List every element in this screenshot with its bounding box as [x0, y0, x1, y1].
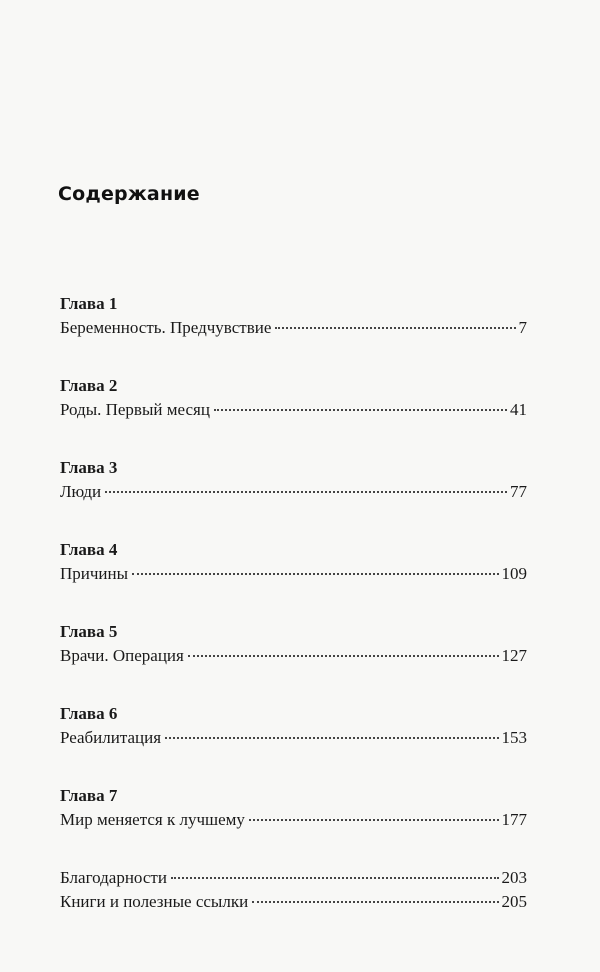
- page-number: 41: [510, 400, 527, 419]
- chapter-entry: [60, 374, 527, 422]
- chapter-title: Причины: [60, 564, 129, 583]
- chapter-label: Глава 7: [60, 786, 118, 805]
- toc-row[interactable]: [60, 890, 527, 914]
- chapter-label: Глава 4: [60, 540, 118, 559]
- dot-leader: [132, 573, 498, 575]
- page-number: 177: [501, 810, 527, 829]
- toc-row[interactable]: [60, 480, 527, 504]
- dot-leader: [252, 901, 498, 903]
- dot-leader: [249, 819, 499, 821]
- page-title: Содержание: [58, 183, 200, 205]
- chapter-entry: [60, 620, 527, 668]
- dot-leader: [275, 327, 515, 329]
- references-title: Книги и полезные ссылки: [60, 892, 249, 911]
- chapter-entry: [60, 456, 527, 504]
- toc-row[interactable]: [60, 866, 527, 890]
- chapter-label: Глава 2: [60, 376, 118, 395]
- page-number: 77: [510, 482, 527, 501]
- chapter-label: Глава 1: [60, 294, 118, 313]
- page-number: 205: [501, 892, 527, 911]
- toc-row[interactable]: [60, 562, 527, 586]
- toc-row[interactable]: [60, 726, 527, 750]
- back-matter: [60, 866, 527, 914]
- chapter-entry: [60, 292, 527, 340]
- chapter-title: Люди: [60, 482, 102, 501]
- chapter-label: Глава 3: [60, 458, 118, 477]
- dot-leader: [214, 409, 507, 411]
- chapter-title: Мир меняется к лучшему: [60, 810, 245, 829]
- toc-row[interactable]: [60, 316, 527, 340]
- dot-leader: [171, 877, 499, 879]
- page-number: 127: [501, 646, 527, 665]
- chapter-entry: [60, 784, 527, 832]
- chapter-label: Глава 6: [60, 704, 118, 723]
- page-number: 153: [501, 728, 527, 747]
- toc-row[interactable]: [60, 644, 527, 668]
- chapter-label: Глава 5: [60, 622, 118, 641]
- chapter-title: Роды. Первый месяц: [60, 400, 210, 419]
- toc-row[interactable]: [60, 398, 527, 422]
- page-number: 109: [501, 564, 527, 583]
- dot-leader: [105, 491, 507, 493]
- dot-leader: [188, 655, 499, 657]
- dot-leader: [165, 737, 498, 739]
- acknowledgements-title: Благодарности: [60, 868, 167, 887]
- chapter-title: Реабилитация: [60, 728, 162, 747]
- chapter-title: Врачи. Операция: [60, 646, 184, 665]
- page-number: 203: [501, 868, 527, 887]
- page-number: 7: [518, 318, 527, 337]
- chapter-entry: [60, 702, 527, 750]
- chapter-title: Беременность. Предчувствие: [60, 318, 272, 337]
- toc-row[interactable]: [60, 808, 527, 832]
- table-of-contents: [60, 292, 527, 914]
- chapter-entry: [60, 538, 527, 586]
